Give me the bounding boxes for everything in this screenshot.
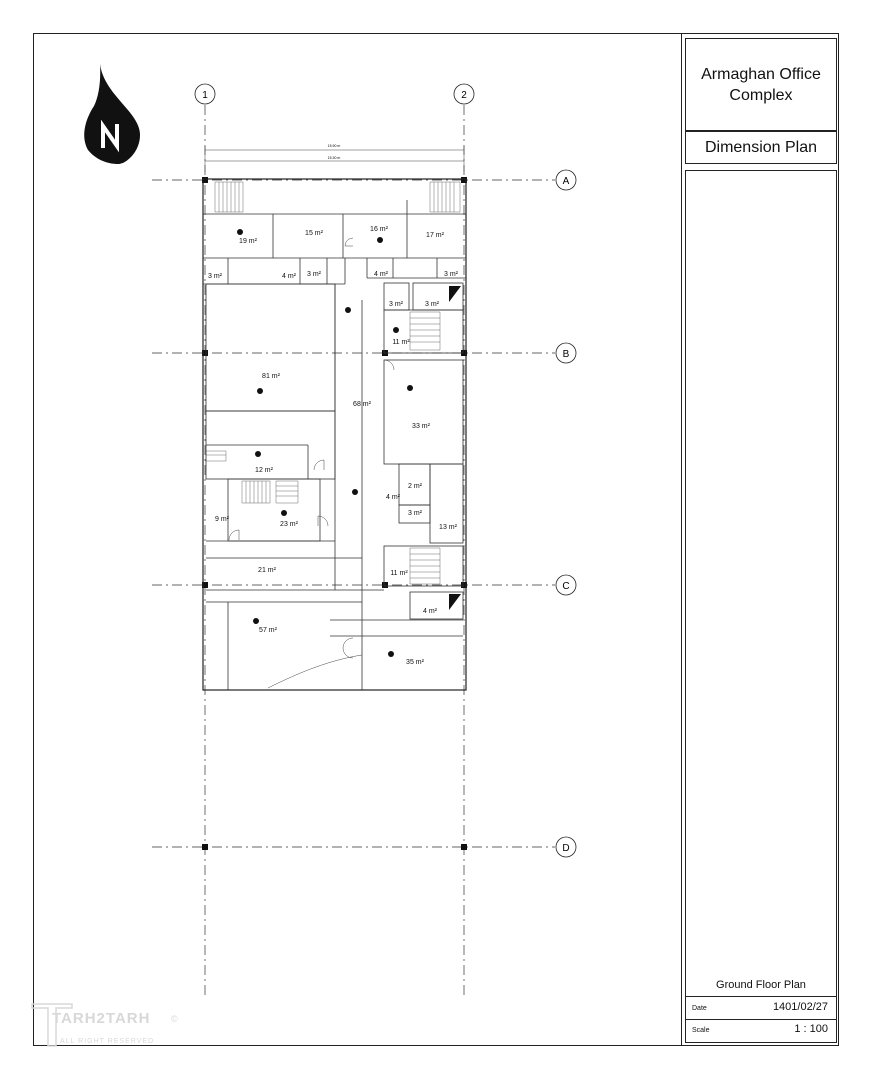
svg-text:A: A xyxy=(562,176,570,187)
room-label: 13 m² xyxy=(439,524,457,531)
room-label: 4 m² xyxy=(374,271,388,278)
room-label: 3 m² xyxy=(444,271,458,278)
watermark-tagline: ALL RIGHT RESERVED xyxy=(60,1038,155,1045)
grid-bubble-c xyxy=(556,575,576,595)
watermark-brand: TARH2TARH xyxy=(52,1010,151,1027)
room-label: 57 m² xyxy=(259,627,277,634)
room-label: 12 m² xyxy=(255,467,273,474)
grid-bubble-1 xyxy=(195,84,215,104)
scale-label: Scale xyxy=(692,1027,710,1034)
room-label: 33 m² xyxy=(412,423,430,430)
room-label: 17 m² xyxy=(426,232,444,239)
room-label: 3 m² xyxy=(307,271,321,278)
date-value: 1401/02/27 xyxy=(772,1001,828,1013)
overall-dimension-b: 15.30 m xyxy=(327,156,341,160)
svg-text:C: C xyxy=(562,581,570,592)
room-label: 2 m² xyxy=(408,483,422,490)
room-label: 68 m² xyxy=(353,401,371,408)
room-label: 11 m² xyxy=(390,570,408,577)
svg-text:B: B xyxy=(562,349,570,360)
room-label: 15 m² xyxy=(305,230,323,237)
room-label: 16 m² xyxy=(370,226,388,233)
project-name: Armaghan Office Complex xyxy=(685,38,837,131)
north-arrow-icon xyxy=(84,64,140,164)
room-label: 4 m² xyxy=(386,494,400,501)
overall-dimension-a: 15.90 m xyxy=(327,144,341,148)
watermark-copyright: © xyxy=(171,1014,178,1024)
svg-text:1: 1 xyxy=(202,90,208,101)
date-label: Date xyxy=(692,1005,707,1012)
room-label: 9 m² xyxy=(215,516,229,523)
room-label: 3 m² xyxy=(425,301,439,308)
plan-title: Dimension Plan xyxy=(685,131,837,164)
grid-bubble-2 xyxy=(454,84,474,104)
room-label: 3 m² xyxy=(208,273,222,280)
svg-text:D: D xyxy=(562,843,570,854)
room-label: 19 m² xyxy=(239,238,257,245)
room-label: 35 m² xyxy=(406,659,424,666)
grid-bubble-a xyxy=(556,170,576,190)
grid-bubble-d xyxy=(556,837,576,857)
room-label: 3 m² xyxy=(389,301,403,308)
svg-text:2: 2 xyxy=(461,90,467,101)
room-label: 4 m² xyxy=(282,273,296,280)
grid-bubble-b xyxy=(556,343,576,363)
room-label: 3 m² xyxy=(408,510,422,517)
sheet-name: Ground Floor Plan xyxy=(686,974,836,997)
room-label: 81 m² xyxy=(262,373,280,380)
room-label: 21 m² xyxy=(258,567,276,574)
room-label: 4 m² xyxy=(423,608,437,615)
room-label: 23 m² xyxy=(280,521,298,528)
scale-value: 1 : 100 xyxy=(794,1023,828,1035)
room-label: 11 m² xyxy=(392,339,410,346)
